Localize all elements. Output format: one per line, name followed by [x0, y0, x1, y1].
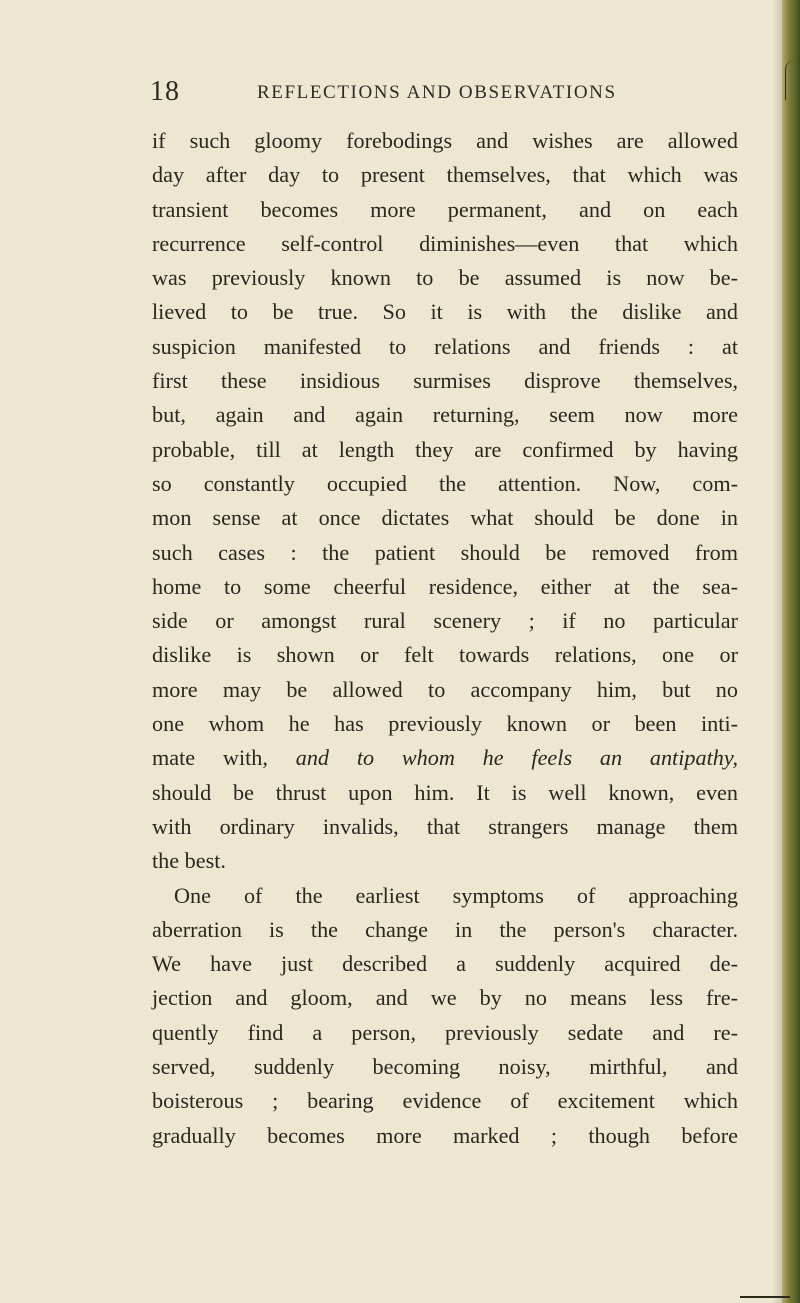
page-curl: [785, 60, 796, 100]
text-line: gradually becomes more marked ; though before: [152, 1122, 738, 1148]
text-line: such cases : the patient should be removed from: [152, 539, 738, 565]
text-line: day after day to present themselves, that which was: [152, 162, 738, 188]
page-number: 18: [150, 76, 180, 107]
text-line: lieved to be true. So it is with the dislike and: [152, 299, 738, 325]
text-line: jection and gloom, and we by no means less fre-: [152, 985, 738, 1011]
text-line: if such gloomy forebodings and wishes are allowed: [152, 128, 738, 153]
text-line: transient becomes more permanent, and on each: [152, 196, 738, 222]
paragraph-start-line: One of the earliest symptoms of approaching: [174, 882, 738, 908]
bottom-edge-line: [740, 1296, 790, 1298]
text-line: should be thrust upon him. It is well known, even: [152, 779, 738, 805]
text-line: with ordinary invalids, that strangers manage them: [152, 813, 738, 839]
book-edge: [782, 0, 800, 1303]
text-line: aberration is the change in the person's character.: [152, 916, 738, 942]
text-line: so constantly occupied the attention. Now, com-: [152, 470, 738, 496]
text-line: first these insidious surmises disprove themselves,: [152, 368, 738, 394]
text-line: mon sense at once dictates what should be done in: [152, 505, 738, 531]
text-line: more may be allowed to accompany him, but no: [152, 676, 738, 702]
text-line: dislike is shown or felt towards relations, one or: [152, 642, 738, 668]
text-line: probable, till at length they are confirmed by having: [152, 436, 738, 462]
text-line: boisterous ; bearing evidence of excitement which: [152, 1088, 738, 1114]
text-line: suspicion manifested to relations and friends : at: [152, 333, 738, 359]
text-line: but, again and again returning, seem now more: [152, 402, 738, 428]
text-line: the best.: [152, 848, 226, 874]
text-line-with-italics: [152, 741, 738, 775]
text-line: one whom he has previously known or been inti-: [152, 711, 738, 737]
italic-phrase: and to whom he feels an antipathy,: [295, 745, 738, 771]
text-line: side or amongst rural scenery ; if no particular: [152, 608, 738, 634]
text-fragment: mate with,: [152, 745, 268, 771]
text-line: We have just described a suddenly acquired de-: [152, 951, 738, 977]
text-line: quently find a person, previously sedate and re-: [152, 1019, 738, 1045]
page-edge-shadow: [772, 0, 782, 1303]
text-line: served, suddenly becoming noisy, mirthful, and: [152, 1054, 738, 1080]
text-line: was previously known to be assumed is now be-: [152, 265, 738, 291]
running-head: REFLECTIONS AND OBSERVATIONS: [257, 82, 617, 103]
text-line: home to some cheerful residence, either at the sea-: [152, 573, 738, 599]
body-text: [152, 124, 738, 1153]
text-line: recurrence self-control diminishes—even that which: [152, 230, 738, 256]
page-header: [0, 76, 780, 116]
